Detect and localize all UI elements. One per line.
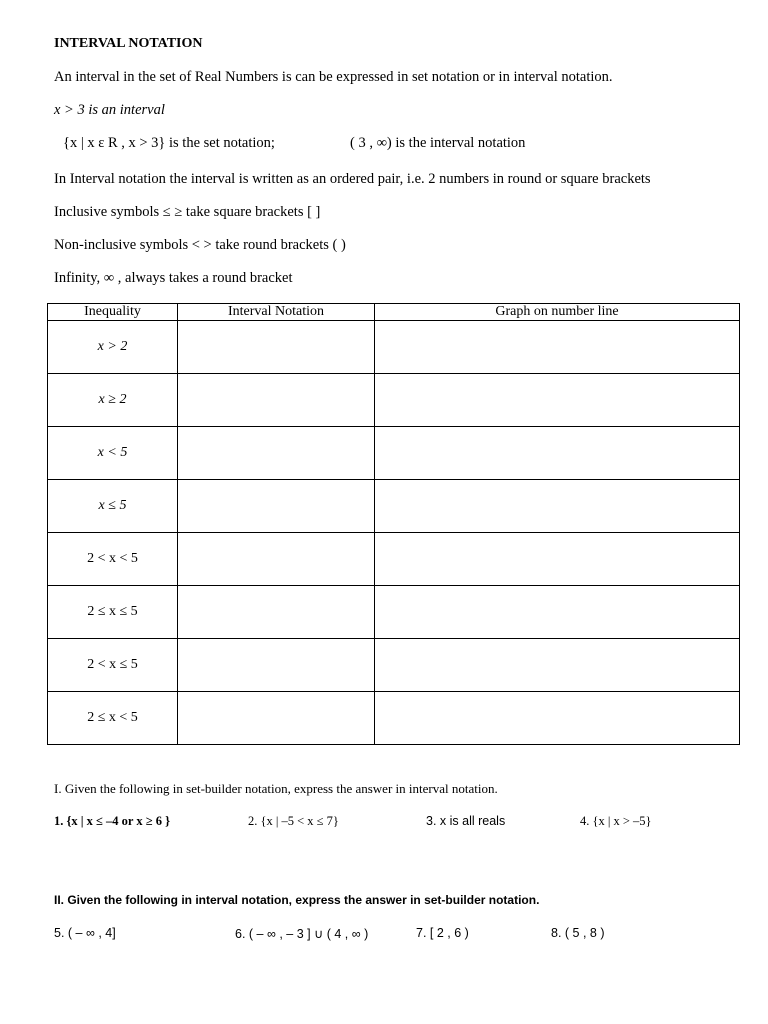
header-inequality: Inequality [48,304,178,321]
question-6: 6. ( – ∞ , – 3 ] ∪ ( 4 , ∞ ) [235,927,369,941]
section2-heading: II. Given the following in interval notation, express the answer in set-builder notation. [54,893,540,907]
table-row [48,533,740,586]
question-4: 4. {x | x > –5} [580,814,652,828]
graph-answer-cell[interactable] [375,639,740,692]
graph-answer-cell[interactable] [375,480,740,533]
interval-answer-cell[interactable] [178,533,375,586]
interval-answer-cell[interactable] [178,480,375,533]
intro-text: An interval in the set of Real Numbers is can be expressed in set notation or in interval notation. [54,69,613,85]
table-row [48,480,740,533]
inequality-cell: 2 < x ≤ 5 [48,639,178,692]
page-title: INTERVAL NOTATION [54,36,203,51]
inequality-cell: 2 ≤ x < 5 [48,692,178,745]
interval-answer-cell[interactable] [178,374,375,427]
graph-answer-cell[interactable] [375,321,740,374]
graph-answer-cell[interactable] [375,692,740,745]
interval-answer-cell[interactable] [178,639,375,692]
set-notation-example: {x | x ε R , x > 3} is the set notation; [63,135,275,151]
inequality-cell: x ≤ 5 [48,480,178,533]
inequality-cell: x < 5 [48,427,178,480]
table-row [48,321,740,374]
interval-answer-cell[interactable] [178,321,375,374]
interval-answer-cell[interactable] [178,692,375,745]
inequality-table [47,303,740,745]
example-interval: x > 3 is an interval [54,102,165,118]
inclusive-text: Inclusive symbols ≤ ≥ take square brackets [ ] [54,204,321,220]
question-2: 2. {x | –5 < x ≤ 7} [248,814,339,828]
table-row [48,692,740,745]
question-8: 8. ( 5 , 8 ) [551,926,605,940]
table-row [48,427,740,480]
table-row [48,374,740,427]
question-3: 3. x is all reals [426,814,506,828]
infinity-text: Infinity, ∞ , always takes a round bracket [54,270,293,286]
graph-answer-cell[interactable] [375,533,740,586]
graph-answer-cell[interactable] [375,586,740,639]
table-row [48,586,740,639]
graph-answer-cell[interactable] [375,374,740,427]
ordered-pair-text: In Interval notation the interval is written as an ordered pair, i.e. 2 numbers in round or square brackets [54,171,651,187]
question-7: 7. [ 2 , 6 ) [416,926,469,940]
table-row [48,639,740,692]
question-5: 5. ( – ∞ , 4] [54,926,116,940]
inequality-cell: 2 < x < 5 [48,533,178,586]
inequality-cell: x > 2 [48,321,178,374]
section1-heading: I. Given the following in set-builder notation, express the answer in interval notation. [54,781,498,796]
header-graph: Graph on number line [375,304,740,321]
header-interval-notation: Interval Notation [178,304,375,321]
interval-answer-cell[interactable] [178,427,375,480]
inequality-cell: x ≥ 2 [48,374,178,427]
noninclusive-text: Non-inclusive symbols < > take round brackets ( ) [54,237,346,253]
graph-answer-cell[interactable] [375,427,740,480]
interval-notation-example: ( 3 , ∞) is the interval notation [350,135,526,151]
question-1: 1. {x | x ≤ –4 or x ≥ 6 } [54,814,171,828]
inequality-cell: 2 ≤ x ≤ 5 [48,586,178,639]
interval-answer-cell[interactable] [178,586,375,639]
